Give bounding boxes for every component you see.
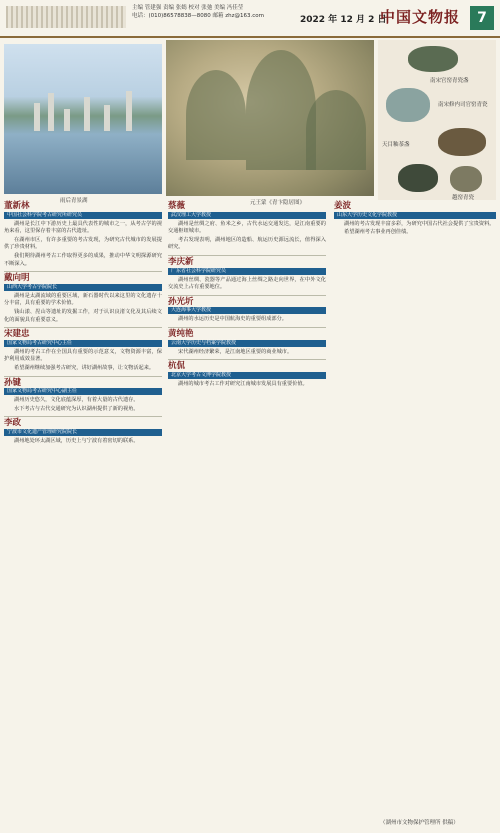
article-paragraph: 希望湖州继续加强考古研究，讲好湖州故事，让文物活起来。 [14,364,155,371]
column-1 [4,200,162,446]
author-name: 李庆新 [168,256,194,267]
article-paragraph: 湖州历史悠久，文化底蕴深厚，有着大量的古代遗存。 [14,397,139,404]
article-paragraph: 钱山漾、毘山等遗址的发掘工作，对于认识良渚文化及其后续文化的面貌具有重要意义。 [4,308,162,323]
author-institution: 大连海事大学教授 [168,307,326,314]
author-name: 戴向明 [4,273,30,284]
author-institution: 国家文物局考古研究中心主任 [4,340,162,347]
author-name: 黄纯艳 [168,328,194,339]
article-paragraph: 湖州的水运历史是中国航海史的重要组成部分。 [178,316,287,323]
author-name: 蔡薇 [168,201,186,211]
author-institution: 国家文物局考古研究中心副主任 [4,388,162,395]
newspaper-logo: 中国文物报 [380,8,461,26]
article-paragraph: 湖州丝绸、瓷器等产品通过海上丝绸之路走向世界，在中外文化交流史上占有重要地位。 [168,276,326,291]
author-institution: 武汉理工大学教授 [168,212,326,219]
author-name: 孙光圻 [168,296,194,307]
masthead [0,0,500,38]
author-institution: 宁波市文化遗产管理研究院院长 [4,429,162,436]
column-3 [334,200,496,238]
source-credit: （湖州市文物保护管理所 供稿） [380,820,459,826]
author-name: 孙键 [4,377,22,388]
landscape-painting [166,40,374,196]
author-institution: 山东大学历史文化学院教授 [334,212,496,219]
author-institution: 山西大学考古学院院长 [4,284,162,291]
issue-date: 2022 年 12 月 2 日 [300,15,387,25]
author-institution: 中国社会科学院考古研究所研究员 [4,212,162,219]
article-paragraph: 我们期待湖州考古工作取得更多的成果，推动中华文明探源研究不断深入。 [4,252,162,267]
article-paragraph: 湖州的城市考古工作对研究江南城市发展具有重要价值。 [178,380,308,387]
author-institution: 广东省社会科学院研究员 [168,268,326,275]
article-paragraph: 在湖州市区，有许多重要的考古发现，为研究古代城市的发展提供了珍贵材料。 [4,236,162,251]
article-paragraph: 宋代湖州经济繁荣，是江南地区重要的商业城市。 [178,348,293,355]
meta-line-1: 主编 管建强 责编 张嫣 校对 张弛 美编 冯佳莹 [132,5,244,11]
editor-meta [132,4,264,20]
article-paragraph: 湖州是丝绸之府、鱼米之乡，古代水运交通发达，是江南重要的交通枢纽城市。 [168,220,326,235]
author-name: 姜波 [334,201,352,211]
page-number: 7 [470,6,494,30]
article-paragraph: 湖州是长江中下游历史上最具代表性的城市之一，从考古学的视角来看，这里保存着丰富的古代遗址。 [4,220,162,235]
article-paragraph: 湖州的考古发现丰富多彩，为研究中国古代社会提供了宝贵资料。 [344,220,495,227]
article-paragraph: 希望湖州考古事业再创佳绩。 [344,229,412,236]
ceramic-bottom-caption: 天目釉茶盏 [382,142,410,148]
barcode-block [6,6,126,28]
article-paragraph: 湖州是太湖流域的重要区域，新石器时代以来这里的文化遗存十分丰富，具有重要的学术价值。 [4,292,162,307]
ceramic-mid-caption: 南宋修内司官窑青瓷 [438,102,488,108]
article-paragraph: 湖州地处环太湖区域，历史上与宁波有着密切的联系。 [14,437,139,444]
ceramic-top-caption: 南宋官窑青瓷盏 [430,78,469,84]
article-paragraph: 水下考古与古代交通研究为认识湖州提供了新的视角。 [14,405,139,412]
article-paragraph: 考古发现表明，湖州地区的造船、航运历史源远流长，值得深入研究。 [168,236,326,251]
author-institution: 云南大学历史与档案学院教授 [168,340,326,347]
meta-line-2: 电话：(010)86578838—8080 邮箱 zhz@163.com [132,13,265,19]
article-paragraph: 湖州的考古工作在全国具有重要的示范意义，文物资源丰富，保护利用成效显著。 [4,348,162,363]
author-name: 董新林 [4,201,30,211]
ceramics-photos [378,40,496,200]
author-institution: 北京大学考古文博学院教授 [168,372,326,379]
author-name: 宋建忠 [4,329,30,340]
painting-caption: 元王蒙《青卞隐居图》 [250,200,306,206]
author-name: 李政 [4,418,22,429]
ceramic-stamp-caption: 越窑青瓷 [452,195,475,200]
lake-photo [4,44,162,194]
lake-caption: 雨后青景湖 [60,198,88,204]
author-name: 杭侃 [168,361,186,372]
column-2 [168,200,326,389]
